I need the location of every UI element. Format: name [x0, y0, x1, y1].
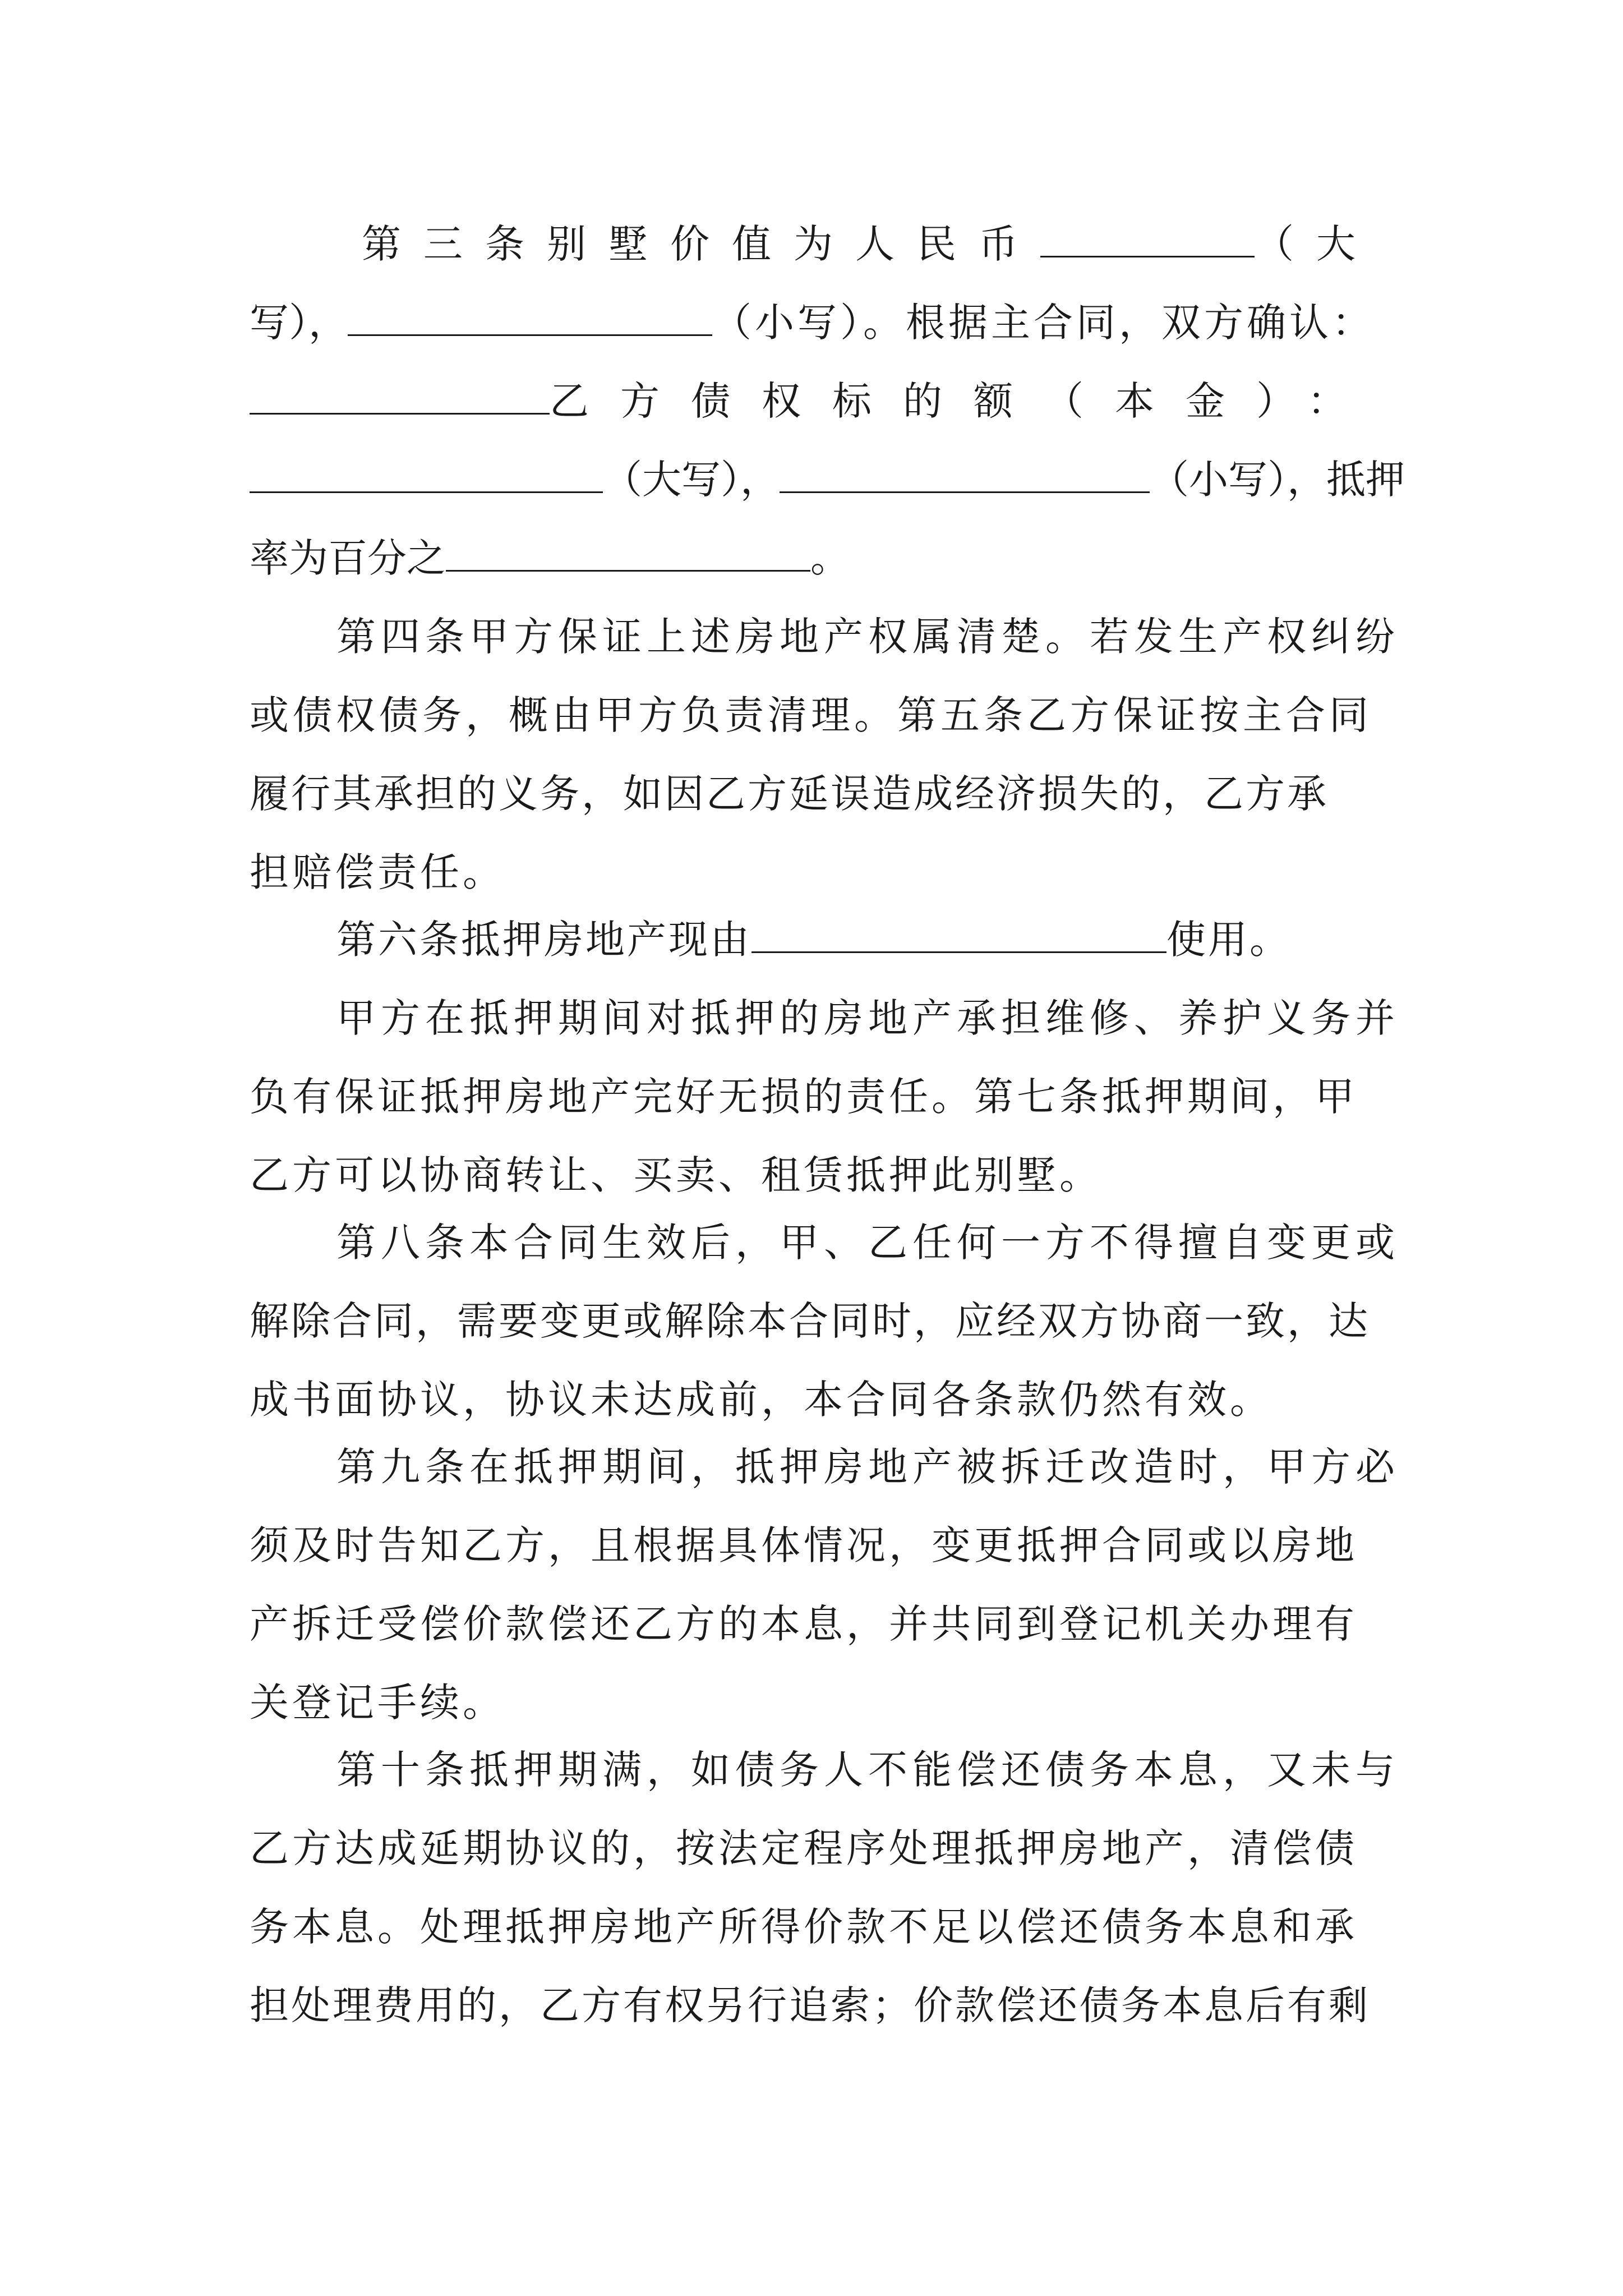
clause-9-line-2 — [250, 1520, 1378, 1571]
paragraph-text: 担处理费用的，乙方有权另行追索；价款偿还债务本息后有剩 — [250, 1982, 1370, 2028]
clause-3-text: （小写），抵押 — [1150, 457, 1405, 503]
clause-3-line-1 — [362, 219, 1378, 269]
paragraph-text: 第六条抵押房地产现由 — [336, 917, 751, 963]
clause-9-line-4 — [250, 1677, 1378, 1728]
clause-10-line-3 — [250, 1902, 1378, 1952]
clause-6-line-3 — [250, 1071, 1378, 1122]
clause-3-line-5 — [250, 533, 1378, 583]
clause-3-text: （大 — [1255, 221, 1378, 267]
principal-upper-blank[interactable] — [250, 457, 603, 493]
clause-6-line-1 — [336, 914, 1465, 965]
principal-blank[interactable] — [250, 378, 550, 415]
clause-4-line-3 — [250, 769, 1378, 819]
clause-9-line-1 — [336, 1442, 1465, 1492]
paragraph-text: 第十条抵押期满，如债务人不能偿还债务本息，又未与 — [336, 1747, 1400, 1793]
clause-6-line-2 — [336, 993, 1465, 1043]
paragraph-text: 产拆迁受偿价款偿还乙方的本息，并共同到登记机关办理有 — [250, 1601, 1358, 1647]
paragraph-text: 履行其承担的义务，如因乙方延误造成经济损失的，乙方承 — [250, 771, 1329, 817]
clause-3-text: 率为百分之 — [250, 535, 446, 581]
paragraph-text: 乙方达成延期协议的，按法定程序处理抵押房地产，清偿债 — [250, 1825, 1358, 1871]
principal-lower-blank[interactable] — [780, 457, 1150, 493]
clause-3-line-2 — [250, 297, 1378, 348]
paragraph-text: 乙方可以协商转让、买卖、租赁抵押此别墅。 — [250, 1152, 1102, 1198]
paragraph-text: 担赔偿责任。 — [250, 849, 505, 895]
paragraph-text: 关登记手续。 — [250, 1680, 505, 1726]
clause-3-text: 写）， — [250, 300, 348, 346]
clause-3-text: 第三条别墅价值为人民币 — [362, 221, 1040, 267]
paragraph-text: 甲方在抵押期间对抵押的房地产承担维修、养护义务并 — [336, 995, 1400, 1041]
paragraph-text: 或债权债务，概由甲方负责清理。第五条乙方保证按主合同 — [250, 692, 1372, 738]
paragraph-text: 务本息。处理抵押房地产所得价款不足以偿还债务本息和承 — [250, 1904, 1358, 1950]
value-blank[interactable] — [1040, 221, 1255, 257]
paragraph-text: 负有保证抵押房地产完好无损的责任。第七条抵押期间，甲 — [250, 1074, 1358, 1120]
paragraph-text: 解除合同，需要变更或解除本合同时，应经双方协商一致，达 — [250, 1298, 1370, 1344]
paragraph-text: 第九条在抵押期间，抵押房地产被拆迁改造时，甲方必 — [336, 1444, 1400, 1490]
clause-10-line-4 — [250, 1980, 1378, 2031]
paragraph-text: 成书面协议，协议未达成前，本合同各条款仍然有效。 — [250, 1377, 1272, 1423]
clause-8-line-1 — [336, 1217, 1465, 1268]
value-blank[interactable] — [348, 300, 712, 336]
clause-9-line-3 — [250, 1599, 1378, 1649]
clause-8-line-3 — [250, 1374, 1378, 1425]
clause-3-text: （大写）， — [603, 457, 780, 503]
rate-blank[interactable] — [446, 535, 810, 572]
clause-10-line-2 — [250, 1823, 1378, 1874]
clause-3-line-3 — [250, 376, 1378, 426]
paragraph-text: 须及时告知乙方，且根据具体情况，变更抵押合同或以房地 — [250, 1522, 1358, 1568]
clause-6-line-4 — [250, 1150, 1378, 1200]
clause-4-line-4 — [250, 847, 1378, 898]
paragraph-text: 第四条甲方保证上述房地产权属清楚。若发生产权纠纷 — [336, 614, 1400, 660]
clause-8-line-2 — [250, 1296, 1378, 1346]
clause-4-line-1 — [336, 611, 1465, 662]
clause-3-text: （小写）。根据主合同，双方确认： — [712, 300, 1375, 346]
paragraph-text: 使用。 — [1166, 917, 1291, 963]
clause-4-line-2 — [250, 690, 1378, 740]
user-blank[interactable] — [751, 917, 1166, 953]
paragraph-text: 第八条本合同生效后，甲、乙任何一方不得擅自变更或 — [336, 1220, 1400, 1266]
clause-10-line-1 — [336, 1745, 1465, 1795]
clause-3-text: 。 — [810, 535, 850, 581]
clause-3-text: 乙方债权标的额（本金）： — [550, 378, 1378, 424]
clause-3-line-4 — [250, 454, 1405, 505]
